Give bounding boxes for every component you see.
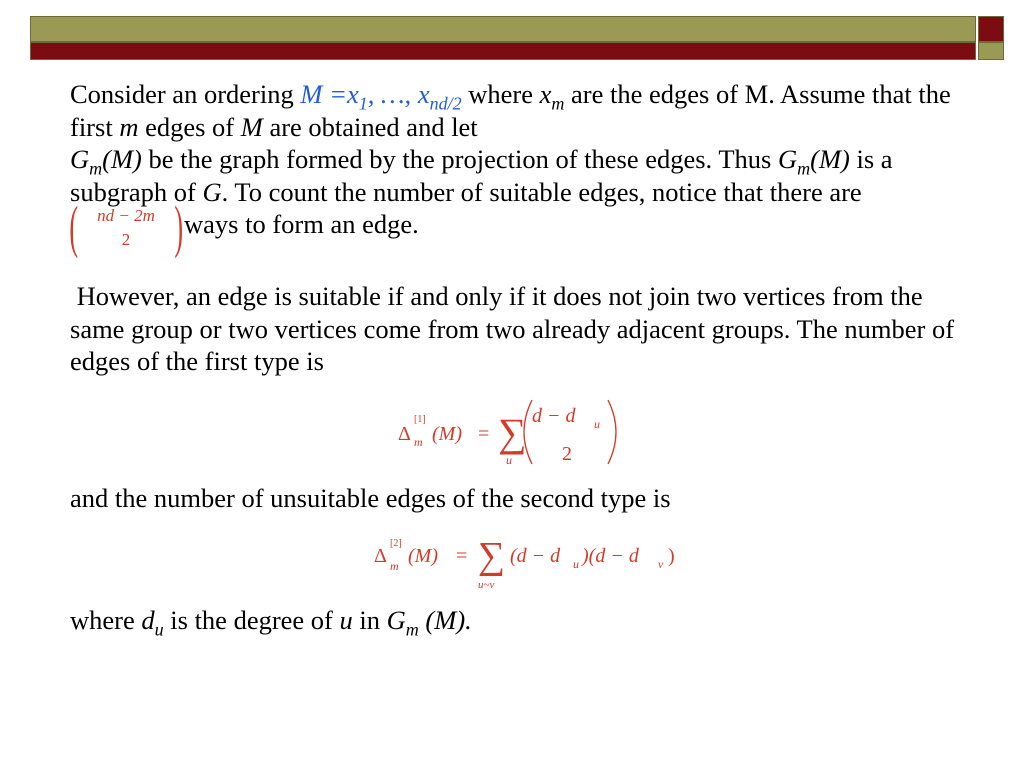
var-g: G xyxy=(70,144,90,174)
script-m-symbol: M xyxy=(240,111,263,142)
text-span: Consider an ordering xyxy=(70,79,301,109)
binom-bottom: 2 xyxy=(562,443,572,465)
var-g: G xyxy=(777,144,798,174)
superscript-index: [1] xyxy=(414,414,426,425)
sigma-symbol: ∑ xyxy=(478,535,506,577)
subscript: nd/2 xyxy=(429,93,462,114)
binom-top: d − d xyxy=(532,405,576,427)
var-g: G xyxy=(202,176,222,207)
formula-arg: (M) xyxy=(408,545,438,567)
graph-arg: (M) xyxy=(102,144,142,174)
term-2-subscript: v xyxy=(658,557,664,571)
term-1-subscript: u xyxy=(573,557,579,571)
text-span: ways to form an edge. xyxy=(184,209,419,239)
close-paren: ) xyxy=(668,545,675,567)
paragraph-suitable xyxy=(70,280,960,378)
math-ordering xyxy=(300,79,462,114)
subscript: m xyxy=(551,93,565,114)
binom-top: nd − 2m xyxy=(97,206,155,225)
text-span: in xyxy=(352,605,387,635)
subscript: m xyxy=(797,158,811,179)
header-bar-maroon xyxy=(30,42,976,60)
graph-arg: (M) xyxy=(810,144,850,174)
text-span: be the graph formed by the projection of these edges. Thus xyxy=(141,144,778,174)
var-x: x xyxy=(346,79,359,109)
text-span: edges of xyxy=(138,111,241,142)
var-u: u xyxy=(339,605,353,635)
formula-first-type xyxy=(396,396,636,468)
slide-body xyxy=(70,78,960,378)
text-degree-definition xyxy=(70,604,472,640)
header-bar-olive xyxy=(30,16,976,42)
graph-arg: (M). xyxy=(418,605,472,635)
text-span: . To count the number of suitable edges, notice that there are xyxy=(221,176,862,207)
formula-second-type xyxy=(372,532,692,594)
text-span: is the degree of xyxy=(163,605,340,635)
ellipsis: , …, xyxy=(367,79,418,109)
subscript: u xyxy=(154,619,164,640)
sum-index: u~v xyxy=(478,579,495,591)
paragraph-ordering xyxy=(69,78,960,259)
delta-symbol: Δ xyxy=(398,423,411,445)
var-m: m xyxy=(119,111,139,142)
equals-sign: = xyxy=(478,423,490,445)
delta-symbol: Δ xyxy=(374,545,387,567)
formula-arg: (M) xyxy=(432,423,462,445)
sum-index: u xyxy=(506,453,512,467)
subscript: 1 xyxy=(358,93,368,114)
text-span: is a subgraph of xyxy=(70,144,893,207)
text-span: where xyxy=(461,79,540,109)
term-1: (d − d xyxy=(510,545,561,567)
text-span: are obtained and let xyxy=(262,111,478,142)
subscript: m xyxy=(89,158,103,179)
binom-top-subscript: u xyxy=(594,417,600,431)
text-second-type: and the number of unsuitable edges of the second type is xyxy=(70,483,671,513)
subscript-m: m xyxy=(390,559,399,573)
sigma-symbol: ∑ xyxy=(498,410,527,455)
binom-bottom: 2 xyxy=(121,230,131,249)
subscript: m xyxy=(405,619,419,640)
script-m-symbol: M xyxy=(300,79,323,109)
var-x: x xyxy=(539,79,552,109)
text-span: are the edges of M. Assume that the first xyxy=(70,79,951,142)
var-g: G xyxy=(386,605,406,635)
binomial-coefficient: ( nd − 2m 2 ) xyxy=(69,194,183,259)
text-span: where xyxy=(70,605,142,635)
term-2: )(d − d xyxy=(582,545,639,567)
formula-first-type-svg xyxy=(396,396,636,468)
superscript-index: [2] xyxy=(390,538,402,549)
right-paren xyxy=(608,400,616,464)
subscript-m: m xyxy=(414,435,423,449)
var-d: d xyxy=(141,605,155,635)
equals-sign: = xyxy=(329,79,347,109)
var-x: x xyxy=(417,79,430,109)
header-corner-box-olive xyxy=(978,42,1004,60)
text-span: However, an edge is suitable if and only if it does not join two vertices from the same group or two vertices come from two already adjacent groups. The number of edges of the first type is xyxy=(70,281,955,376)
header-corner-box-maroon xyxy=(978,16,1004,42)
equals-sign: = xyxy=(456,545,468,567)
formula-second-type-svg xyxy=(372,532,692,594)
